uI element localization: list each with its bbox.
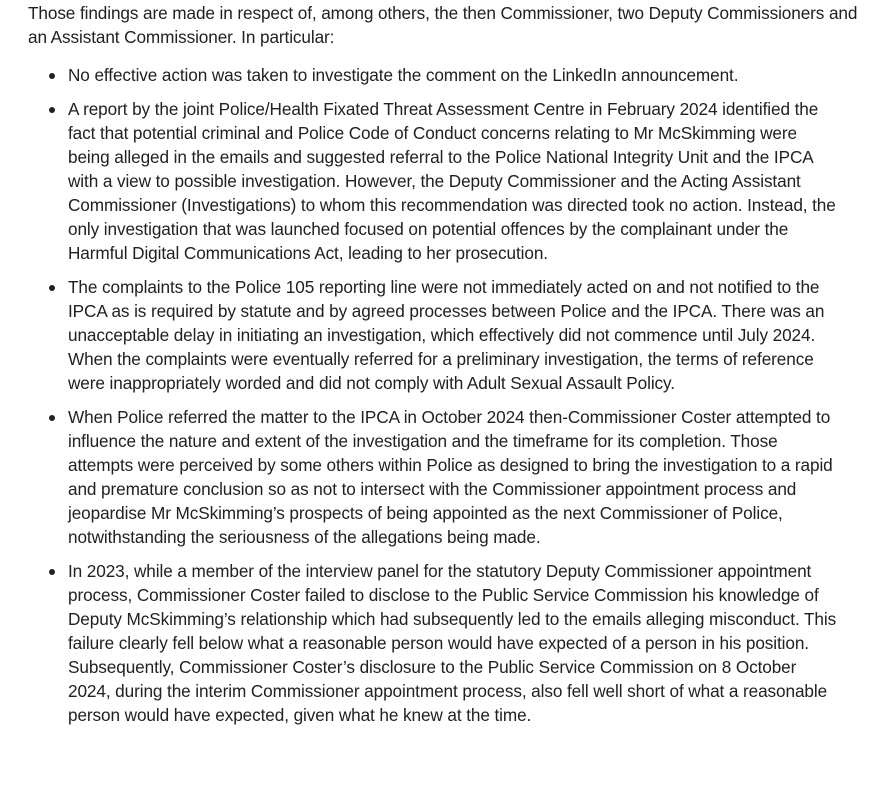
document-body — [28, 1, 888, 737]
finding-text: When Police referred the matter to the IPCA in October 2024 then-Commissioner Coster attempted to influence the nature and extent of the investigation and the timeframe for its completion. Those attempts were perceived by some others within Police as designed to bring the investigation to a rapid and premature conclusion so as not to intersect with the Commissioner appointment process and jeopardise Mr McSkimming’s prospects of being appointed as the next Commissioner of Police, notwithstanding the seriousness of the allegations being made. — [68, 407, 833, 547]
bullet-icon — [49, 569, 55, 575]
finding-text: No effective action was taken to investigate the comment on the LinkedIn announcement. — [68, 65, 739, 85]
finding-item — [68, 63, 840, 87]
finding-item — [68, 405, 840, 549]
bullet-icon — [49, 285, 55, 291]
bullet-icon — [49, 107, 55, 113]
finding-item — [68, 559, 840, 727]
finding-text: A report by the joint Police/Health Fixated Threat Assessment Centre in February 2024 identified the fact that potential criminal and Police Code of Conduct concerns relating to Mr McSkimming were being alleged in the emails and suggested referral to the Police National Integrity Unit and the IPCA with a view to possible investigation. However, the Deputy Commissioner and the Acting Assistant Commissioner (Investigations) to whom this recommendation was directed took no action. Instead, the only investigation that was launched focused on potential offences by the complainant under the Harmful Digital Communications Act, leading to her prosecution. — [68, 99, 836, 263]
findings-list — [28, 63, 888, 727]
bullet-icon — [49, 73, 55, 79]
intro-paragraph: Those findings are made in respect of, among others, the then Commissioner, two Deputy Commissioners and an Assistant Commissioner. In particular: — [28, 3, 858, 47]
bullet-icon — [49, 415, 55, 421]
finding-text: The complaints to the Police 105 reporting line were not immediately acted on and not notified to the IPCA as is required by statute and by agreed processes between Police and the IPCA. There was an unacceptable delay in initiating an investigation, which effectively did not commence until July 2024. When the complaints were eventually referred for a preliminary investigation, the terms of reference were inappropriately worded and did not comply with Adult Sexual Assault Policy. — [68, 277, 825, 393]
finding-item — [68, 97, 840, 265]
finding-text: In 2023, while a member of the interview panel for the statutory Deputy Commissioner appointment process, Commissioner Coster failed to disclose to the Public Service Commission his knowledge of Deputy McSkimming’s relationship which had subsequently led to the emails alleging misconduct. This failure clearly fell below what a reasonable person would have expected of a person in his position. Subsequently, Commissioner Coster’s disclosure to the Public Service Commission on 8 October 2024, during the interim Commissioner appointment process, also fell well short of what a reasonable person would have expected, given what he knew at the time. — [68, 561, 837, 725]
finding-item — [68, 275, 840, 395]
